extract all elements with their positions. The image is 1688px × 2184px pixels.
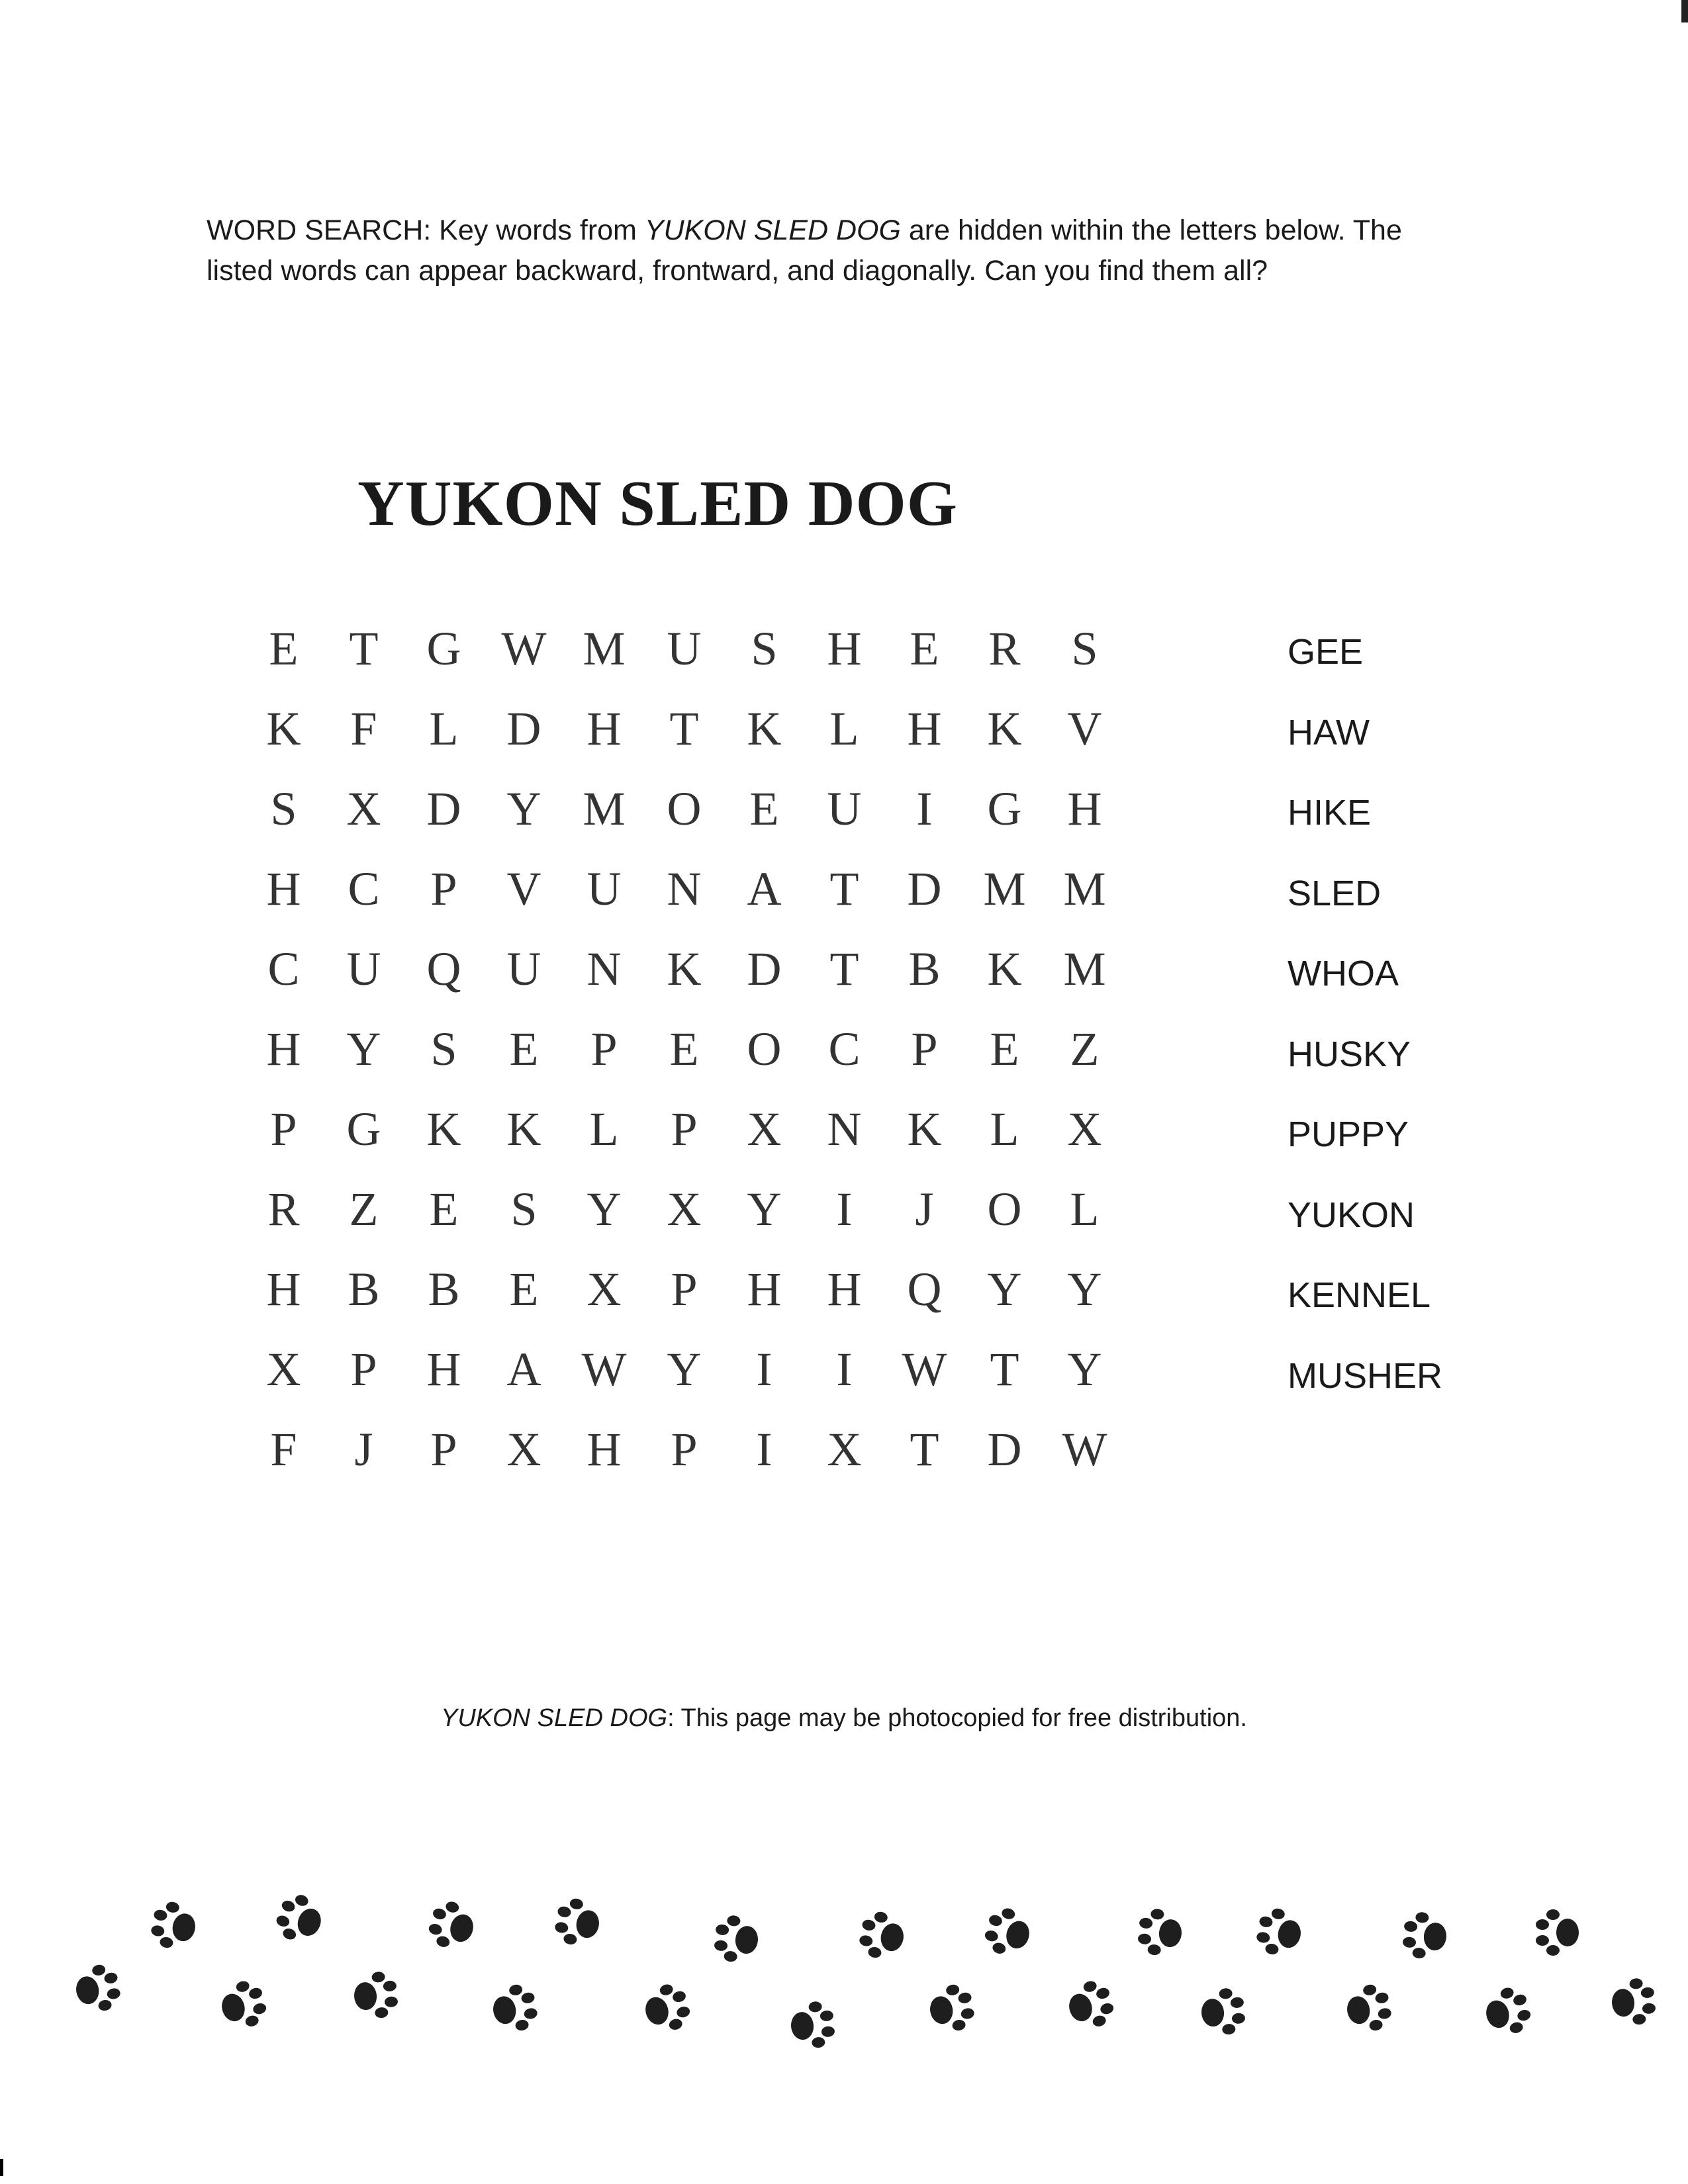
grid-letter: J: [915, 1183, 934, 1236]
grid-row: [244, 769, 1125, 849]
paw-print-border: [0, 1880, 1688, 2091]
grid-letter: I: [836, 1343, 853, 1396]
word-list-item: KENNEL: [1288, 1275, 1431, 1315]
grid-letter: O: [987, 1183, 1022, 1236]
grid-letter: H: [266, 1263, 301, 1316]
grid-letter: W: [902, 1343, 947, 1396]
grid-letter: K: [506, 1103, 541, 1156]
grid-letter: D: [987, 1423, 1022, 1476]
instructions-rest: are hidden within the letters below. The listed words can appear backward, frontward, and diagonally. Can you find them all?: [207, 214, 1402, 287]
grid-letter: Y: [1067, 1343, 1102, 1396]
grid-letter: S: [1071, 622, 1098, 675]
paw-print-icon: [849, 1901, 918, 1970]
grid-letter: M: [583, 782, 626, 835]
grid-letter: G: [426, 622, 461, 675]
grid-letter: L: [829, 702, 859, 755]
grid-letter: R: [988, 622, 1021, 675]
instructions-lead: WORD SEARCH: Key words from: [207, 214, 645, 246]
grid-letter: T: [669, 702, 699, 755]
grid-row: [244, 1250, 1125, 1330]
grid-letter: P: [671, 1103, 698, 1156]
grid-letter: O: [747, 1023, 782, 1075]
page-title: YUKON SLED DOG: [357, 468, 959, 539]
grid-letter: W: [581, 1343, 627, 1396]
grid-row: [244, 689, 1125, 769]
scan-corner-mark: [1681, 0, 1688, 23]
grid-letter: U: [667, 622, 702, 675]
paw-print-icon: [417, 1889, 490, 1962]
grid-letter: E: [509, 1263, 539, 1316]
grid-row: [244, 849, 1125, 929]
grid-letter: F: [270, 1423, 297, 1476]
grid-letter: Y: [667, 1343, 702, 1396]
grid-letter: H: [747, 1263, 782, 1316]
grid-letter: L: [1070, 1183, 1100, 1236]
grid-letter: M: [1063, 942, 1106, 995]
grid-letter: Y: [987, 1263, 1022, 1316]
grid-letter: T: [910, 1423, 939, 1476]
paw-print-icon: [973, 1896, 1046, 1969]
grid-letter: B: [348, 1263, 380, 1316]
grid-letter: W: [501, 622, 547, 675]
grid-letter: K: [747, 702, 782, 755]
grid-letter: I: [836, 1183, 853, 1236]
grid-letter: C: [828, 1023, 861, 1075]
grid-row: [244, 1009, 1125, 1089]
grid-letter: E: [269, 622, 299, 675]
grid-letter: E: [509, 1023, 539, 1075]
word-list-item: HAW: [1288, 712, 1370, 752]
word-list-item: PUPPY: [1288, 1115, 1409, 1154]
grid-letter: P: [911, 1023, 938, 1075]
grid-letter: I: [916, 782, 933, 835]
grid-letter: D: [907, 862, 942, 915]
grid-letter: T: [349, 622, 379, 675]
grid-letter: H: [1067, 782, 1102, 835]
grid-letter: N: [667, 862, 702, 915]
grid-letter: T: [829, 862, 859, 915]
grid-letter: U: [827, 782, 862, 835]
grid-letter: F: [350, 702, 377, 755]
grid-letter: L: [990, 1103, 1019, 1156]
grid-letter: B: [908, 942, 941, 995]
grid-letter: S: [510, 1183, 538, 1236]
grid-row: [244, 1169, 1125, 1250]
paw-print-icon: [1599, 1970, 1664, 2034]
grid-letter: E: [669, 1023, 699, 1075]
footer-text: : This page may be photocopied for free distribution.: [667, 1704, 1247, 1732]
paw-print-icon: [1333, 1974, 1401, 2043]
grid-letter: T: [829, 942, 859, 995]
grid-row: [244, 929, 1125, 1009]
grid-letter: P: [671, 1263, 698, 1316]
grid-letter: X: [747, 1103, 782, 1156]
grid-letter: H: [266, 1023, 301, 1075]
grid-letter: D: [426, 782, 461, 835]
paw-print-icon: [1189, 1979, 1254, 2044]
grid-row: [244, 1089, 1125, 1169]
grid-letter: H: [827, 1263, 862, 1316]
grid-letter: X: [1067, 1103, 1102, 1156]
paw-print-icon: [1129, 1900, 1194, 1965]
grid-letter: P: [350, 1343, 377, 1396]
grid-letter: A: [506, 1343, 541, 1396]
paw-print-icon: [205, 1969, 278, 2042]
grid-letter: I: [756, 1423, 773, 1476]
paw-print-icon: [342, 1963, 406, 2028]
paw-print-icon: [1470, 1976, 1542, 2048]
grid-letter: K: [266, 702, 301, 755]
word-list-item: GEE: [1288, 632, 1364, 672]
paw-print-icon: [1246, 1898, 1315, 1967]
grid-letter: J: [354, 1423, 373, 1476]
grid-letter: M: [1063, 862, 1106, 915]
paw-print-icon: [141, 1891, 210, 1960]
grid-letter: H: [586, 702, 622, 755]
paw-print-icon: [263, 1881, 339, 1957]
grid-letter: L: [589, 1103, 619, 1156]
grid-letter: S: [270, 782, 297, 835]
grid-letter: M: [983, 862, 1026, 915]
grid-letter: K: [667, 942, 702, 995]
grid-letter: H: [907, 702, 942, 755]
grid-letter: E: [429, 1183, 459, 1236]
grid-letter: K: [987, 942, 1022, 995]
grid-letter: B: [428, 1263, 460, 1316]
paw-print-icon: [629, 1972, 702, 2045]
grid-letter: W: [1062, 1423, 1107, 1476]
grid-letter: Q: [426, 942, 461, 995]
grid-letter: E: [990, 1023, 1019, 1075]
grid-letter: Y: [1067, 1263, 1102, 1316]
grid-letter: X: [586, 1263, 622, 1316]
word-list: [1288, 619, 1442, 1423]
paw-print-icon: [545, 1888, 614, 1957]
grid-letter: U: [586, 862, 622, 915]
paw-print-icon: [706, 1907, 771, 1972]
scan-edge-mark: [0, 2159, 3, 2176]
letter-grid: [244, 609, 1125, 1490]
grid-letter: Z: [349, 1183, 379, 1236]
grid-letter: Y: [586, 1183, 622, 1236]
grid-letter: A: [747, 862, 782, 915]
grid-letter: D: [506, 702, 541, 755]
grid-letter: K: [987, 702, 1022, 755]
paw-print-icon: [915, 1974, 984, 2043]
grid-letter: S: [751, 622, 778, 675]
grid-letter: N: [586, 942, 622, 995]
grid-letter: H: [586, 1423, 622, 1476]
grid-letter: Y: [346, 1023, 381, 1075]
word-list-item: SLED: [1288, 873, 1382, 913]
paw-print-icon: [1053, 1969, 1125, 2042]
instructions: [207, 210, 1464, 291]
grid-letter: M: [583, 622, 626, 675]
grid-letter: O: [667, 782, 702, 835]
grid-letter: V: [506, 862, 541, 915]
grid-letter: P: [590, 1023, 618, 1075]
grid-letter: P: [671, 1423, 698, 1476]
footer-book-title: YUKON SLED DOG: [440, 1704, 668, 1732]
grid-letter: G: [987, 782, 1022, 835]
grid-letter: X: [266, 1343, 301, 1396]
grid-letter: C: [348, 862, 380, 915]
grid-letter: P: [430, 1423, 457, 1476]
instructions-book-title: YUKON SLED DOG: [644, 214, 901, 246]
paw-print-icon: [778, 1993, 843, 2058]
grid-letter: U: [346, 942, 381, 995]
grid-letter: I: [756, 1343, 773, 1396]
word-list-item: WHOA: [1288, 954, 1399, 993]
grid-letter: L: [429, 702, 459, 755]
grid-letter: G: [346, 1103, 381, 1156]
word-list-item: HUSKY: [1288, 1034, 1411, 1074]
grid-letter: X: [827, 1423, 862, 1476]
grid-letter: U: [506, 942, 541, 995]
grid-letter: K: [907, 1103, 942, 1156]
paw-print-icon: [479, 1974, 547, 2043]
grid-letter: Y: [506, 782, 541, 835]
grid-letter: H: [426, 1343, 461, 1396]
grid-letter: Y: [747, 1183, 782, 1236]
word-list-item: YUKON: [1288, 1195, 1415, 1235]
grid-letter: S: [430, 1023, 457, 1075]
grid-letter: X: [346, 782, 381, 835]
grid-letter: E: [910, 622, 939, 675]
grid-letter: H: [827, 622, 862, 675]
word-list-item: HIKE: [1288, 793, 1372, 833]
grid-letter: R: [267, 1183, 300, 1236]
grid-letter: E: [749, 782, 779, 835]
paw-print-icon: [62, 1954, 130, 2023]
grid-letter: T: [990, 1343, 1019, 1396]
paw-print-icon: [1394, 1903, 1459, 1968]
grid-letter: X: [667, 1183, 702, 1236]
grid-row: [244, 609, 1125, 689]
grid-letter: N: [827, 1103, 862, 1156]
grid-row: [244, 1410, 1125, 1490]
grid-letter: P: [270, 1103, 297, 1156]
grid-letter: P: [430, 862, 457, 915]
grid-letter: H: [266, 862, 301, 915]
grid-letter: V: [1067, 702, 1102, 755]
paw-print-icon: [1529, 1903, 1589, 1962]
grid-row: [244, 1330, 1125, 1410]
grid-letter: K: [426, 1103, 461, 1156]
word-list-item: MUSHER: [1288, 1355, 1443, 1396]
grid-letter: D: [747, 942, 782, 995]
footer-note: [0, 1704, 1688, 1733]
grid-letter: Q: [907, 1263, 942, 1316]
grid-letter: C: [267, 942, 300, 995]
grid-letter: Z: [1070, 1023, 1100, 1075]
grid-letter: X: [506, 1423, 541, 1476]
